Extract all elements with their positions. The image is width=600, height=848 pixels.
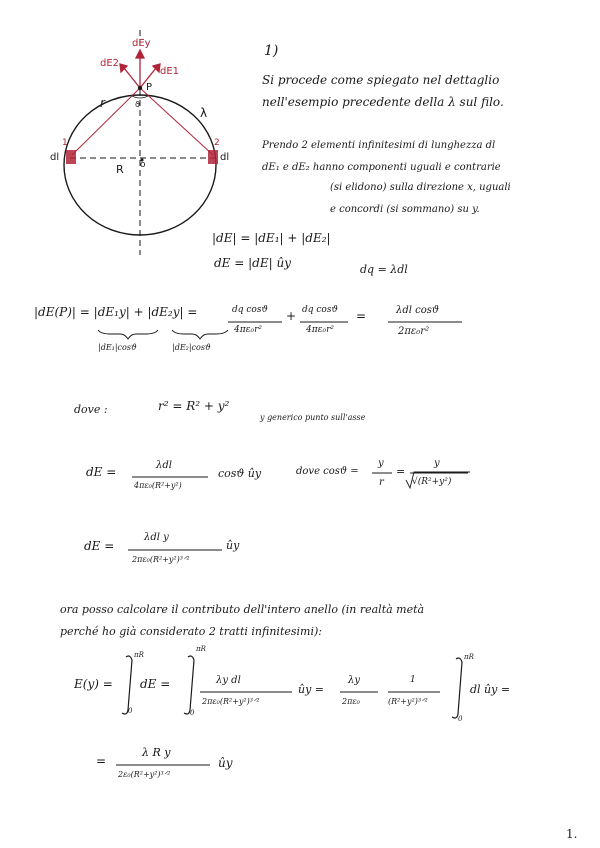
element-2 (208, 150, 218, 164)
eq-cos-num-1: y (378, 458, 384, 469)
eq-dE2-den: 4πε₀(R²+y²) (134, 481, 182, 490)
int-den: 2πε₀(R²+y²)³ᐟ² (202, 697, 260, 706)
int-uy: ûy = (298, 683, 325, 696)
int-dE: dE = (140, 677, 171, 691)
eq-cos-equals: = (396, 465, 406, 478)
label-O: o (140, 160, 146, 170)
element-1 (66, 150, 76, 164)
eq-term2-num: dq cosϑ (302, 305, 338, 315)
eq-dq: dq = λdl (360, 263, 408, 276)
eq-dE2-num: λdl (156, 460, 172, 471)
underbrace-2 (172, 330, 228, 339)
eq-cos-lead: dove cosϑ = (296, 466, 359, 477)
int-upper-2: πR (196, 645, 206, 653)
label-dE1: dE1 (160, 66, 180, 77)
text-line-1: ora posso calcolare il contributo dell'intero anello (in realtà metà (60, 603, 425, 616)
eq-modsum: |dE| = |dE₁| + |dE₂| (212, 231, 331, 245)
label-dE2: dE2 (100, 58, 120, 69)
eq-r-squared-note: y generico punto sull'asse (260, 413, 366, 422)
label-dl-left: dl (50, 152, 60, 163)
eq-dE3-num: λdl y (144, 532, 169, 543)
eq-dE3-lhs: dE = (84, 539, 115, 553)
result-uy: ûy (218, 756, 233, 770)
int-const2-num: 1 (410, 675, 416, 685)
eq-cos-num-2: y (434, 458, 440, 469)
int-const-den: 2πε₀ (342, 697, 360, 706)
result-equals: = (96, 754, 107, 768)
eq-main-lhs: |dE(P)| = |dE₁y| + |dE₂y| = (34, 305, 198, 319)
eq-term3-num: λdl cosϑ (396, 305, 440, 316)
eq-dE3-tail: ûy (226, 539, 240, 552)
label-r: r (100, 96, 105, 110)
result-num: λ R y (142, 746, 171, 759)
int-const2-den: (R²+y²)³ᐟ² (388, 697, 428, 706)
note-line-3: Prendo 2 elementi infinitesimi di lunghezza dl (262, 140, 496, 151)
label-lambda: λ (200, 106, 208, 120)
page-number: 1. (566, 827, 578, 841)
int-lhs: E(y) = (74, 677, 113, 691)
eq-underbrace-label-1: |dE₁|cosϑ (98, 343, 137, 352)
label-n1: 1 (62, 138, 68, 148)
int-lower-2: 0 (190, 709, 195, 717)
label-R: R (116, 163, 124, 176)
result-den: 2ε₀(R²+y²)³ᐟ² (118, 770, 171, 779)
problem-number: 1) (264, 43, 279, 59)
eq-underbrace-label-2: |dE₂|cosϑ (172, 343, 211, 352)
int-const-num: λy (348, 675, 360, 686)
eq-r-squared: r² = R² + y² (158, 399, 230, 413)
eq-dE-vector: dE = |dE| ûy (214, 256, 291, 270)
int-lower-3: 0 (458, 715, 463, 723)
note-line-6: e concordi (si sommano) su y. (330, 204, 480, 215)
eq-term1-den: 4πε₀r² (234, 325, 262, 335)
eq-dove: dove : (74, 403, 108, 416)
note-line-5: (si elidono) sulla direzione x, uguali (330, 182, 511, 193)
eq-term2-den: 4πε₀r² (306, 325, 334, 335)
eq-dE2-lhs: dE = (86, 465, 117, 479)
int-upper-3: πR (464, 653, 474, 661)
eq-equals: = (356, 309, 367, 323)
int-lower-1: 0 (128, 707, 133, 715)
int-end: dl ûy = (470, 683, 511, 696)
int-upper-1: πR (134, 651, 144, 659)
eq-dE2-tail: cosϑ ûy (218, 467, 262, 480)
eq-cos-den-2: √(R²+y²) (412, 477, 452, 487)
label-dEy: dEy (132, 38, 151, 49)
label-n2: 2 (214, 138, 220, 148)
eq-term1-num: dq cosϑ (232, 305, 268, 315)
eq-dE3-den: 2πε₀(R²+y²)³ᐟ² (132, 555, 190, 564)
int-num: λy dl (216, 675, 241, 686)
eq-plus: + (286, 309, 297, 323)
label-P: P (146, 82, 153, 93)
note-line-2: nell'esempio precedente della λ sul filo. (262, 95, 504, 109)
note-line-4: dE₁ e dE₂ hanno componenti uguali e contrarie (262, 162, 501, 173)
text-line-2: perché ho già considerato 2 tratti infinitesimi): (60, 625, 322, 638)
eq-term3-den: 2πε₀r² (398, 326, 430, 337)
note-line-1: Si procede come spiegato nel dettaglio (262, 73, 500, 87)
eq-cos-den-1: r (379, 477, 384, 488)
label-dl-right: dl (220, 152, 230, 163)
label-theta: ϑ (135, 100, 140, 109)
underbrace-1 (98, 330, 158, 339)
